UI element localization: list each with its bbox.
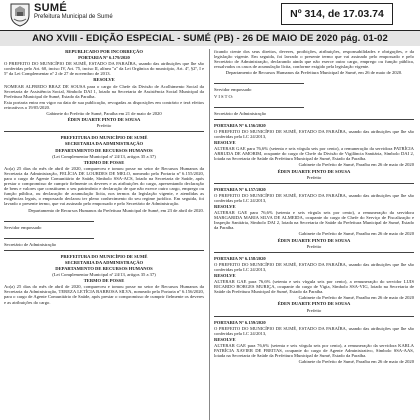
signature-line xyxy=(4,238,94,239)
portaria-preamble: O PREFEITO DO MUNICÍPIO DE SUMÉ, ESTADO DA PARAÍBA, usando das atribuições que lhe são conferidas pela LC 24/2013, xyxy=(214,261,414,272)
term-heading: TERMO DE POSSE xyxy=(83,278,125,284)
signer-name: ÉDEN DUARTE PINTO DE SOUSA xyxy=(67,117,141,123)
section-divider xyxy=(214,183,414,184)
term-body: Ao(a) 25 dias do mês de abril de 2020, compareceu e tomou posse no setor de Recursos Humanos da Secretaria da Administração, TEREZA LETÍCIA BARBOSA SILVA, nomeado pela Portaria nº 6.156/2020, para o cargo de Agente Comunitário de Saúde, após prestar o compromisso de cumprir fielmente os deveres e as atribuições do cargo. xyxy=(4,284,204,305)
portaria-date: Gabinete do Prefeito de Sumé, Paraíba em 21 de maio de 2020 xyxy=(46,111,162,117)
masthead-title: SUMÉ xyxy=(34,2,67,14)
masthead xyxy=(34,2,113,21)
portaria-preamble: O PREFEITO DO MUNICÍPIO DE SUMÉ, ESTADO DA PARAÍBA, usando das atribuições que lhe são conferidas pela LC 24/2013, xyxy=(214,192,414,203)
resolve-heading: RESOLVE xyxy=(214,203,236,209)
signature-label: Secretário de Administração xyxy=(4,241,57,247)
legal-reference: (Lei Complementar Municipal nº 24/13, artigos 35 a 37) xyxy=(52,153,156,159)
portaria-body: NOMEAR ALFREDO BRAZ DE SOUSA para o cargo de Chefe da Divisão de Acolhimento Social da Secretaria de Assistência Social, Símbolo DAI 1, lotado na Secretaria de Assistência Social Municipal da Prefeitura Municipal de Sumé, Estado da Paraíba. xyxy=(4,83,204,99)
signer-role: Prefeito xyxy=(96,123,112,129)
portaria-number: PORTARIA Nº 6.157/2020 xyxy=(214,186,266,192)
section-divider xyxy=(4,250,204,251)
signature-label: Secretário de Administração xyxy=(214,110,267,116)
legal-reference: (Lei Complementar Municipal nº 24/13, artigos 35 a 37) xyxy=(52,272,156,278)
column-divider xyxy=(209,49,210,420)
portaria-date: Gabinete do Prefeito de Sumé, Paraíba em 26 de maio de 2020 xyxy=(298,295,414,301)
left-column xyxy=(4,49,204,420)
portaria-body: ALTERAR GAE para 76,6% (setenta e seis vírgula seis por cento), a remuneração do servidor LUIS RICARDO BORGES MURIÇA, ocupante do cargo de Vigia, Símbolo SSA-VIG, lotado na Secretaria de Saúde da Prefeitura Municipal de Sumé, Estado da Paraíba. xyxy=(214,279,414,295)
republished-notice: REPUBLICADO POR INCORREÇÃO xyxy=(65,49,143,54)
org-department: DEPARTAMENTO DE RECURSOS HUMANOS xyxy=(55,147,153,153)
signer-role: Prefeito xyxy=(306,174,322,180)
section-divider xyxy=(214,252,414,253)
signer-role: Prefeito xyxy=(306,243,322,249)
municipal-coat-of-arms-icon xyxy=(8,1,32,27)
portaria-body: ALTERAR GAE para 76,6% (setenta e seis vírgula seis por cento), a remuneração da servidora KARLA PATRÍCIA XAVIER DE FREITAS, ocupante do cargo de Agente Administrativo, Símbolo SSA-AAS, lotada na Secretaria de Saúde da Prefeitura Municipal de Sumé, Estado da Paraíba. xyxy=(214,343,414,359)
signer-name: ÉDEN DUARTE PINTO DE SOUSA xyxy=(277,301,351,307)
signer-name: ÉDEN DUARTE PINTO DE SOUSA xyxy=(277,168,351,174)
section-divider xyxy=(214,119,414,120)
visto-label: V I S T O: xyxy=(214,93,234,99)
gazette-header xyxy=(0,0,420,31)
signature-line xyxy=(214,83,304,84)
org-department: DEPARTAMENTO DE RECURSOS HUMANOS xyxy=(55,266,153,271)
portaria-body: ALTERAR GAE para 76,6% (setenta e seis vírgula seis por cento), a remuneração da servidora PATRÍCIA ARRUDA DE AMORIM, ocupante do cargo de Chefe da Divisão de Vigilância Sanitária, Símbolo DAI 2, lotada na Secretaria de Saúde da Prefeitura Municipal de Sumé, Estado da Paraíba. xyxy=(214,146,414,162)
portaria-number: PORTARIA Nº 6.158/2020 xyxy=(214,255,266,261)
signer-role: Prefeito xyxy=(306,307,322,313)
resolve-heading: RESOLVE xyxy=(214,273,236,278)
edition-banner: ANO XVIII - EDIÇÃO ESPECIAL - SUMÉ (PB) - 26 DE MAIO DE 2020 pág. 01-02 xyxy=(0,31,420,46)
portaria-preamble: O PREFEITO DO MUNICÍPIO DE SUMÉ, ESTADO DA PARAÍBA, usando das atribuições que lhe são conferidas pelo Art. 60, inciso IV, Art. 75, inciso II, alínea "a" da Lei Orgânica do município, Art. 4º, §2º, I e 5º da Lei Complementar nº 2 de 27 de novembro de 2013. xyxy=(4,61,204,77)
portaria-effect: Esta portaria entra em vigor na data de sua publicação, revogadas as disposições em contrário e terá efeitos retroativos a 19/05/2020. xyxy=(4,99,204,110)
org-name: PREFEITURA DO MUNICÍPIO DE SUMÉ xyxy=(60,135,148,141)
term-date: Departamento de Recursos Humanos da Prefeitura Municipal de Sumé, em 26 de maio de 2020. xyxy=(225,70,403,76)
portaria-number: PORTARIA Nº 6.156/2020 xyxy=(214,122,266,128)
signature-label: Servidor empossado xyxy=(4,224,42,230)
portaria-number: PORTARIA Nº 6.179/2020 xyxy=(78,55,130,61)
signer-name: ÉDEN DUARTE PINTO DE SOUSA xyxy=(277,237,351,243)
portaria-date: Gabinete do Prefeito de Sumé, Paraíba em 26 de maio de 2020 xyxy=(298,231,414,237)
resolve-heading: RESOLVE xyxy=(214,140,236,146)
portaria-preamble: O PREFEITO DO MUNICÍPIO DE SUMÉ, ESTADO DA PARAÍBA, usando das atribuições que lhe são conferidas pela LC 24/2013, xyxy=(214,325,414,336)
term-body: Ao(a) 25 dias do mês de abril de 2020, compareceu e tomou posse no setor de Recursos Humanos da Secretaria da Administração, FELÍCIA DE LOURDES DE MELO, nomeado pela Portaria nº 6.155/2020, para o cargo de Agente Comunitário de Saúde, Símbolo SSA-ACS, lotado na Secretaria de Saúde, após prestar o compromisso de cumprir fielmente os deveres e as atribuições do cargo, apresentando declaração de bens e valores que constituem o seu patrimônio e declaração de que não exerce outro cargo, emprego ou função pública, ou declaração de acumulação lícita, nos termos da legislação vigente, e atendidas as exigências legais, o empossado declarou ter pleno conhecimento do seu regime jurídico. Em seguida, foi lavrado o presente termo, que vai assinado pelo empossado e pelo Secretário de Administração. xyxy=(4,165,204,207)
org-name: PREFEITURA DO MUNICÍPIO DE SUMÉ xyxy=(60,253,148,259)
term-body-continued: ficando ciente dos seus direitos, deveres, proibições, atribuições, responsabilidades e obrigações, e da legislação vigente. Em seguida, foi lavrado o presente termo que vai assinado pelo empossado e pelo Secretário de Administração, declarando ainda que não exerce outro cargo, emprego ou função pública, ressalvados os casos de acumulação lícita, conforme exigido pela legislação vigente. xyxy=(214,49,414,70)
right-column xyxy=(214,49,414,420)
portaria-number: PORTARIA Nº 6.159/2020 xyxy=(214,319,266,325)
portaria-body: ALTERAR GAE para 76,6% (setenta e seis vírgula seis por cento), a remuneração da servidora MARGARIDA MARIA SILVA DE ALMEIDA, ocupante do cargo de Chefe do Serviço de Fiscalização e Inspeção Sanitária, Símbolo DAI 2, lotada na Secretaria de Saúde da Prefeitura Municipal de Sumé, Estado da Paraíba. xyxy=(214,210,414,231)
org-secretariat: SECRETARIA DA ADMINISTRAÇÃO xyxy=(64,259,144,265)
resolve-heading: RESOLVE xyxy=(93,77,115,83)
section-divider xyxy=(214,316,414,317)
issue-number: Nº 314, de 17.03.74 xyxy=(281,3,393,25)
section-divider xyxy=(4,131,204,132)
portaria-preamble: O PREFEITO DO MUNICÍPIO DE SUMÉ, ESTADO DA PARAÍBA, usando das atribuições que lhe são conferidas pela LC 24/2013, xyxy=(214,128,414,139)
masthead-subtitle: Prefeitura Municipal de Sumé xyxy=(34,14,113,20)
org-secretariat: SECRETARIA DA ADMINISTRAÇÃO xyxy=(64,141,144,147)
resolve-heading: RESOLVE xyxy=(214,336,236,342)
signature-label: Servidor empossado xyxy=(214,87,252,93)
term-heading: TERMO DE POSSE xyxy=(83,159,125,165)
signature-line xyxy=(214,107,304,108)
signature-line xyxy=(4,221,94,222)
portaria-date: Gabinete do Prefeito de Sumé, Paraíba em 26 de maio de 2020 xyxy=(298,359,414,365)
portaria-date: Gabinete do Prefeito de Sumé, Paraíba em 26 de maio de 2020 xyxy=(298,162,414,168)
term-date: Departamento de Recursos Humanos da Prefeitura Municipal de Sumé, em 23 de abril de 2020. xyxy=(28,207,204,213)
